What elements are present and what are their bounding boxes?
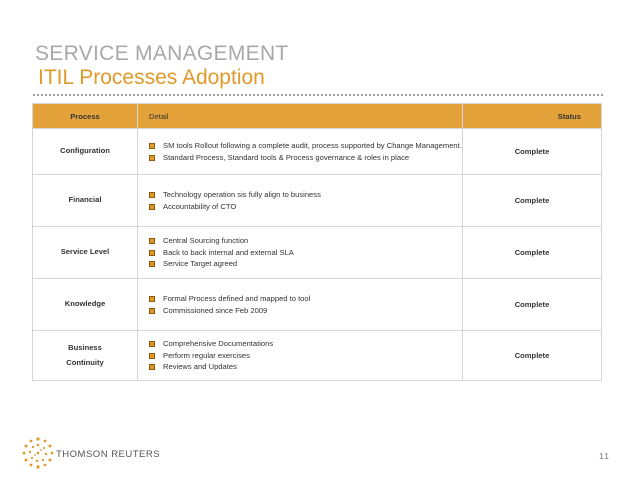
process-cell bbox=[33, 279, 138, 331]
detail-list bbox=[138, 140, 462, 163]
list-item bbox=[149, 361, 462, 373]
status-cell: Complete bbox=[463, 279, 602, 331]
process-label: Knowledge bbox=[64, 299, 106, 309]
detail-text: SM tools Rollout following a complete audit, process supported by Change Management. bbox=[163, 141, 462, 150]
processes-table bbox=[32, 103, 602, 381]
status-cell: Complete bbox=[463, 129, 602, 175]
status-cell: Complete bbox=[463, 175, 602, 227]
list-item bbox=[149, 201, 462, 213]
square-bullet-icon bbox=[149, 143, 155, 149]
square-bullet-icon bbox=[149, 341, 155, 347]
list-item bbox=[149, 258, 462, 270]
list-item bbox=[149, 293, 462, 305]
header-process: Process bbox=[33, 104, 138, 129]
status-cell: Complete bbox=[463, 331, 602, 381]
square-bullet-icon bbox=[149, 364, 155, 370]
detail-cell bbox=[138, 227, 463, 279]
process-label: Financial bbox=[68, 195, 102, 205]
detail-cell bbox=[138, 331, 463, 381]
detail-cell bbox=[138, 279, 463, 331]
detail-text: Technology operation sis fully align to business bbox=[163, 190, 321, 199]
process-label: Business Continuity bbox=[66, 343, 104, 367]
list-item bbox=[149, 338, 462, 350]
list-item bbox=[149, 247, 462, 259]
thomson-reuters-logo-icon bbox=[20, 435, 56, 471]
square-bullet-icon bbox=[149, 353, 155, 359]
process-cell bbox=[33, 129, 138, 175]
table-row bbox=[33, 129, 602, 175]
process-cell bbox=[33, 175, 138, 227]
detail-list bbox=[138, 189, 462, 212]
square-bullet-icon bbox=[149, 204, 155, 210]
slide-subtitle: ITIL Processes Adoption bbox=[38, 66, 265, 89]
detail-text: Standard Process, Standard tools & Process governance & roles in place bbox=[163, 152, 410, 162]
dotted-divider bbox=[33, 94, 603, 96]
table-row bbox=[33, 227, 602, 279]
process-label: Service Level bbox=[60, 247, 110, 257]
square-bullet-icon bbox=[149, 238, 155, 244]
detail-list bbox=[138, 293, 462, 316]
status-cell: Complete bbox=[463, 227, 602, 279]
table-row bbox=[33, 279, 602, 331]
square-bullet-icon bbox=[149, 261, 155, 267]
list-item bbox=[149, 305, 462, 317]
process-label: Configuration bbox=[60, 146, 110, 156]
detail-list bbox=[138, 235, 462, 270]
header-status: Status bbox=[463, 104, 602, 129]
list-item bbox=[149, 152, 462, 164]
detail-text: Central Sourcing function bbox=[163, 236, 249, 246]
list-item bbox=[149, 189, 462, 201]
detail-list bbox=[138, 338, 462, 373]
header-detail: Detail bbox=[138, 104, 463, 129]
detail-text: Accountability of CTO bbox=[163, 201, 237, 211]
page-number: 11 bbox=[599, 451, 610, 461]
table-row bbox=[33, 175, 602, 227]
detail-text: Comprehensive Documentations bbox=[163, 339, 274, 349]
detail-cell bbox=[138, 175, 463, 227]
detail-text: Back to back internal and external SLA bbox=[163, 247, 294, 257]
slide-title: SERVICE MANAGEMENT bbox=[35, 42, 289, 65]
brand-name: THOMSON REUTERS bbox=[56, 449, 161, 460]
detail-text: Commissioned since Feb 2009 bbox=[163, 305, 268, 315]
square-bullet-icon bbox=[149, 296, 155, 302]
detail-cell bbox=[138, 129, 463, 175]
detail-text: Reviews and Updates bbox=[163, 362, 237, 372]
list-item bbox=[149, 350, 462, 362]
table-row bbox=[33, 331, 602, 381]
square-bullet-icon bbox=[149, 155, 155, 161]
detail-text: Formal Process defined and mapped to tool bbox=[163, 294, 311, 303]
square-bullet-icon bbox=[149, 308, 155, 314]
list-item bbox=[149, 235, 462, 247]
list-item bbox=[149, 140, 462, 152]
process-cell bbox=[33, 331, 138, 381]
square-bullet-icon bbox=[149, 192, 155, 198]
process-cell bbox=[33, 227, 138, 279]
table-header-row bbox=[33, 104, 602, 129]
square-bullet-icon bbox=[149, 250, 155, 256]
detail-text: Perform regular exercises bbox=[163, 350, 250, 360]
detail-text: Service Target agreed bbox=[163, 259, 238, 269]
